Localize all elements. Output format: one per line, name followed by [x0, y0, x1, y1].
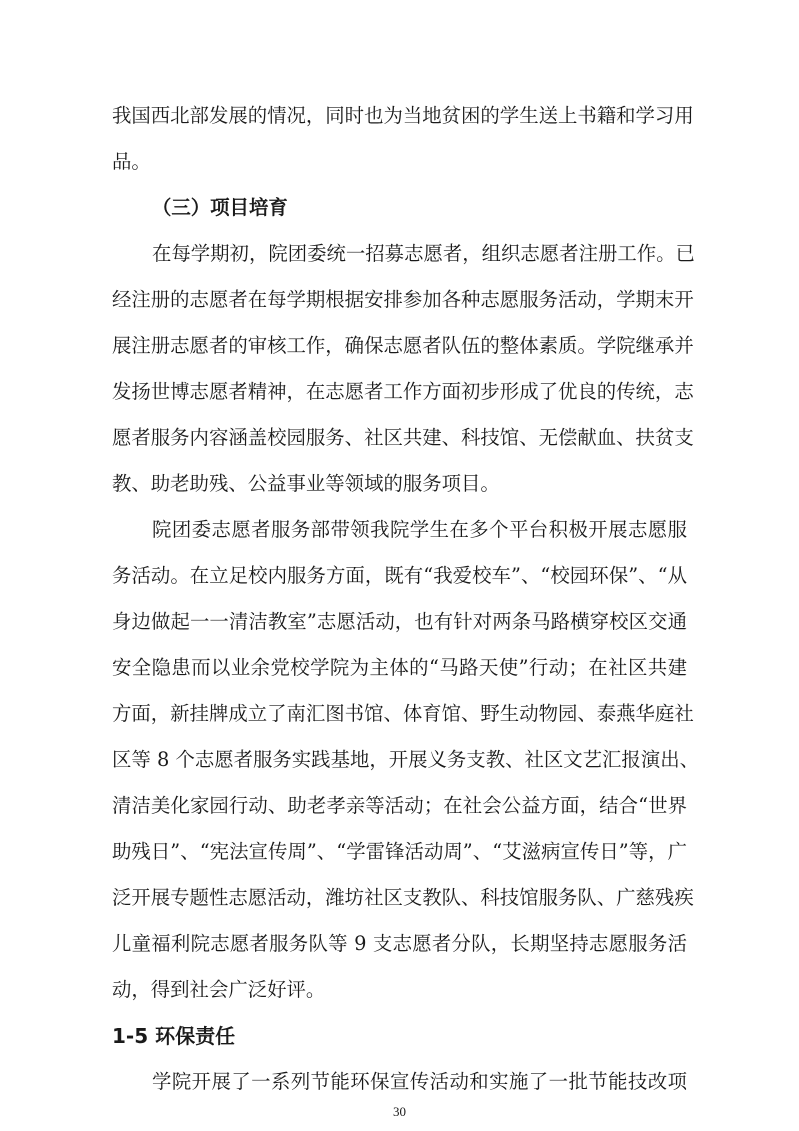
paragraph-line: 学院开展了一系列节能环保宣传活动和实施了一批节能技改项: [152, 1070, 687, 1093]
paragraph-line: 发扬世博志愿者精神，在志愿者工作方面初步形成了优良的传统，志: [112, 380, 694, 403]
paragraph-line: 清洁美化家园行动、助老孝亲等活动；在社会公益方面，结合“世界: [112, 794, 687, 817]
paragraph-line: 助残日”、“宪法宣传周”、“学雷锋活动周”、“艾滋病宣传日”等，广: [112, 840, 687, 863]
paragraph-line: 动，得到社会广泛好评。: [112, 978, 326, 1001]
paragraph-line: 经注册的志愿者在每学期根据安排参加各种志愿服务活动，学期末开: [112, 288, 694, 311]
paragraph-line: 方面，新挂牌成立了南汇图书馆、体育馆、野生动物园、泰燕华庭社: [112, 702, 694, 725]
paragraph-line: 展注册志愿者的审核工作，确保志愿者队伍的整体素质。学院继承并: [112, 334, 694, 357]
paragraph-line: 愿者服务内容涵盖校园服务、社区共建、科技馆、无偿献血、扶贫支: [112, 426, 694, 449]
paragraph-line: 安全隐患而以业余党校学院为主体的“马路天使”行动；在社区共建: [112, 656, 687, 679]
paragraph-line: 身边做起一一清洁教室”志愿活动，也有针对两条马路横穿校区交通: [112, 610, 687, 633]
paragraph-line: 泛开展专题性志愿活动，潍坊社区支教队、科技馆服务队、广慈残疾: [112, 886, 694, 909]
paragraph-line: 儿童福利院志愿者服务队等 9 支志愿者分队，长期坚持志愿服务活: [112, 932, 687, 955]
paragraph-line: 品。: [112, 150, 151, 173]
paragraph-line: 院团委志愿者服务部带领我院学生在多个平台积极开展志愿服: [152, 518, 687, 541]
section-heading: 1-5 环保责任: [112, 1024, 236, 1048]
paragraph-line: 教、助老助残、公益事业等领域的服务项目。: [112, 472, 500, 495]
paragraph-line: 区等 8 个志愿者服务实践基地，开展义务支教、社区文艺汇报演出、: [112, 748, 699, 771]
paragraph-line: 在每学期初，院团委统一招募志愿者，组织志愿者注册工作。已: [152, 242, 695, 265]
paragraph-line: 我国西北部发展的情况，同时也为当地贫困的学生送上书籍和学习用: [112, 104, 694, 127]
subheading: （三）项目培育: [152, 196, 288, 219]
page-number: 30: [393, 1104, 406, 1119]
paragraph-line: 务活动。在立足校内服务方面，既有“我爱校车”、“校园环保”、“从: [112, 564, 687, 587]
